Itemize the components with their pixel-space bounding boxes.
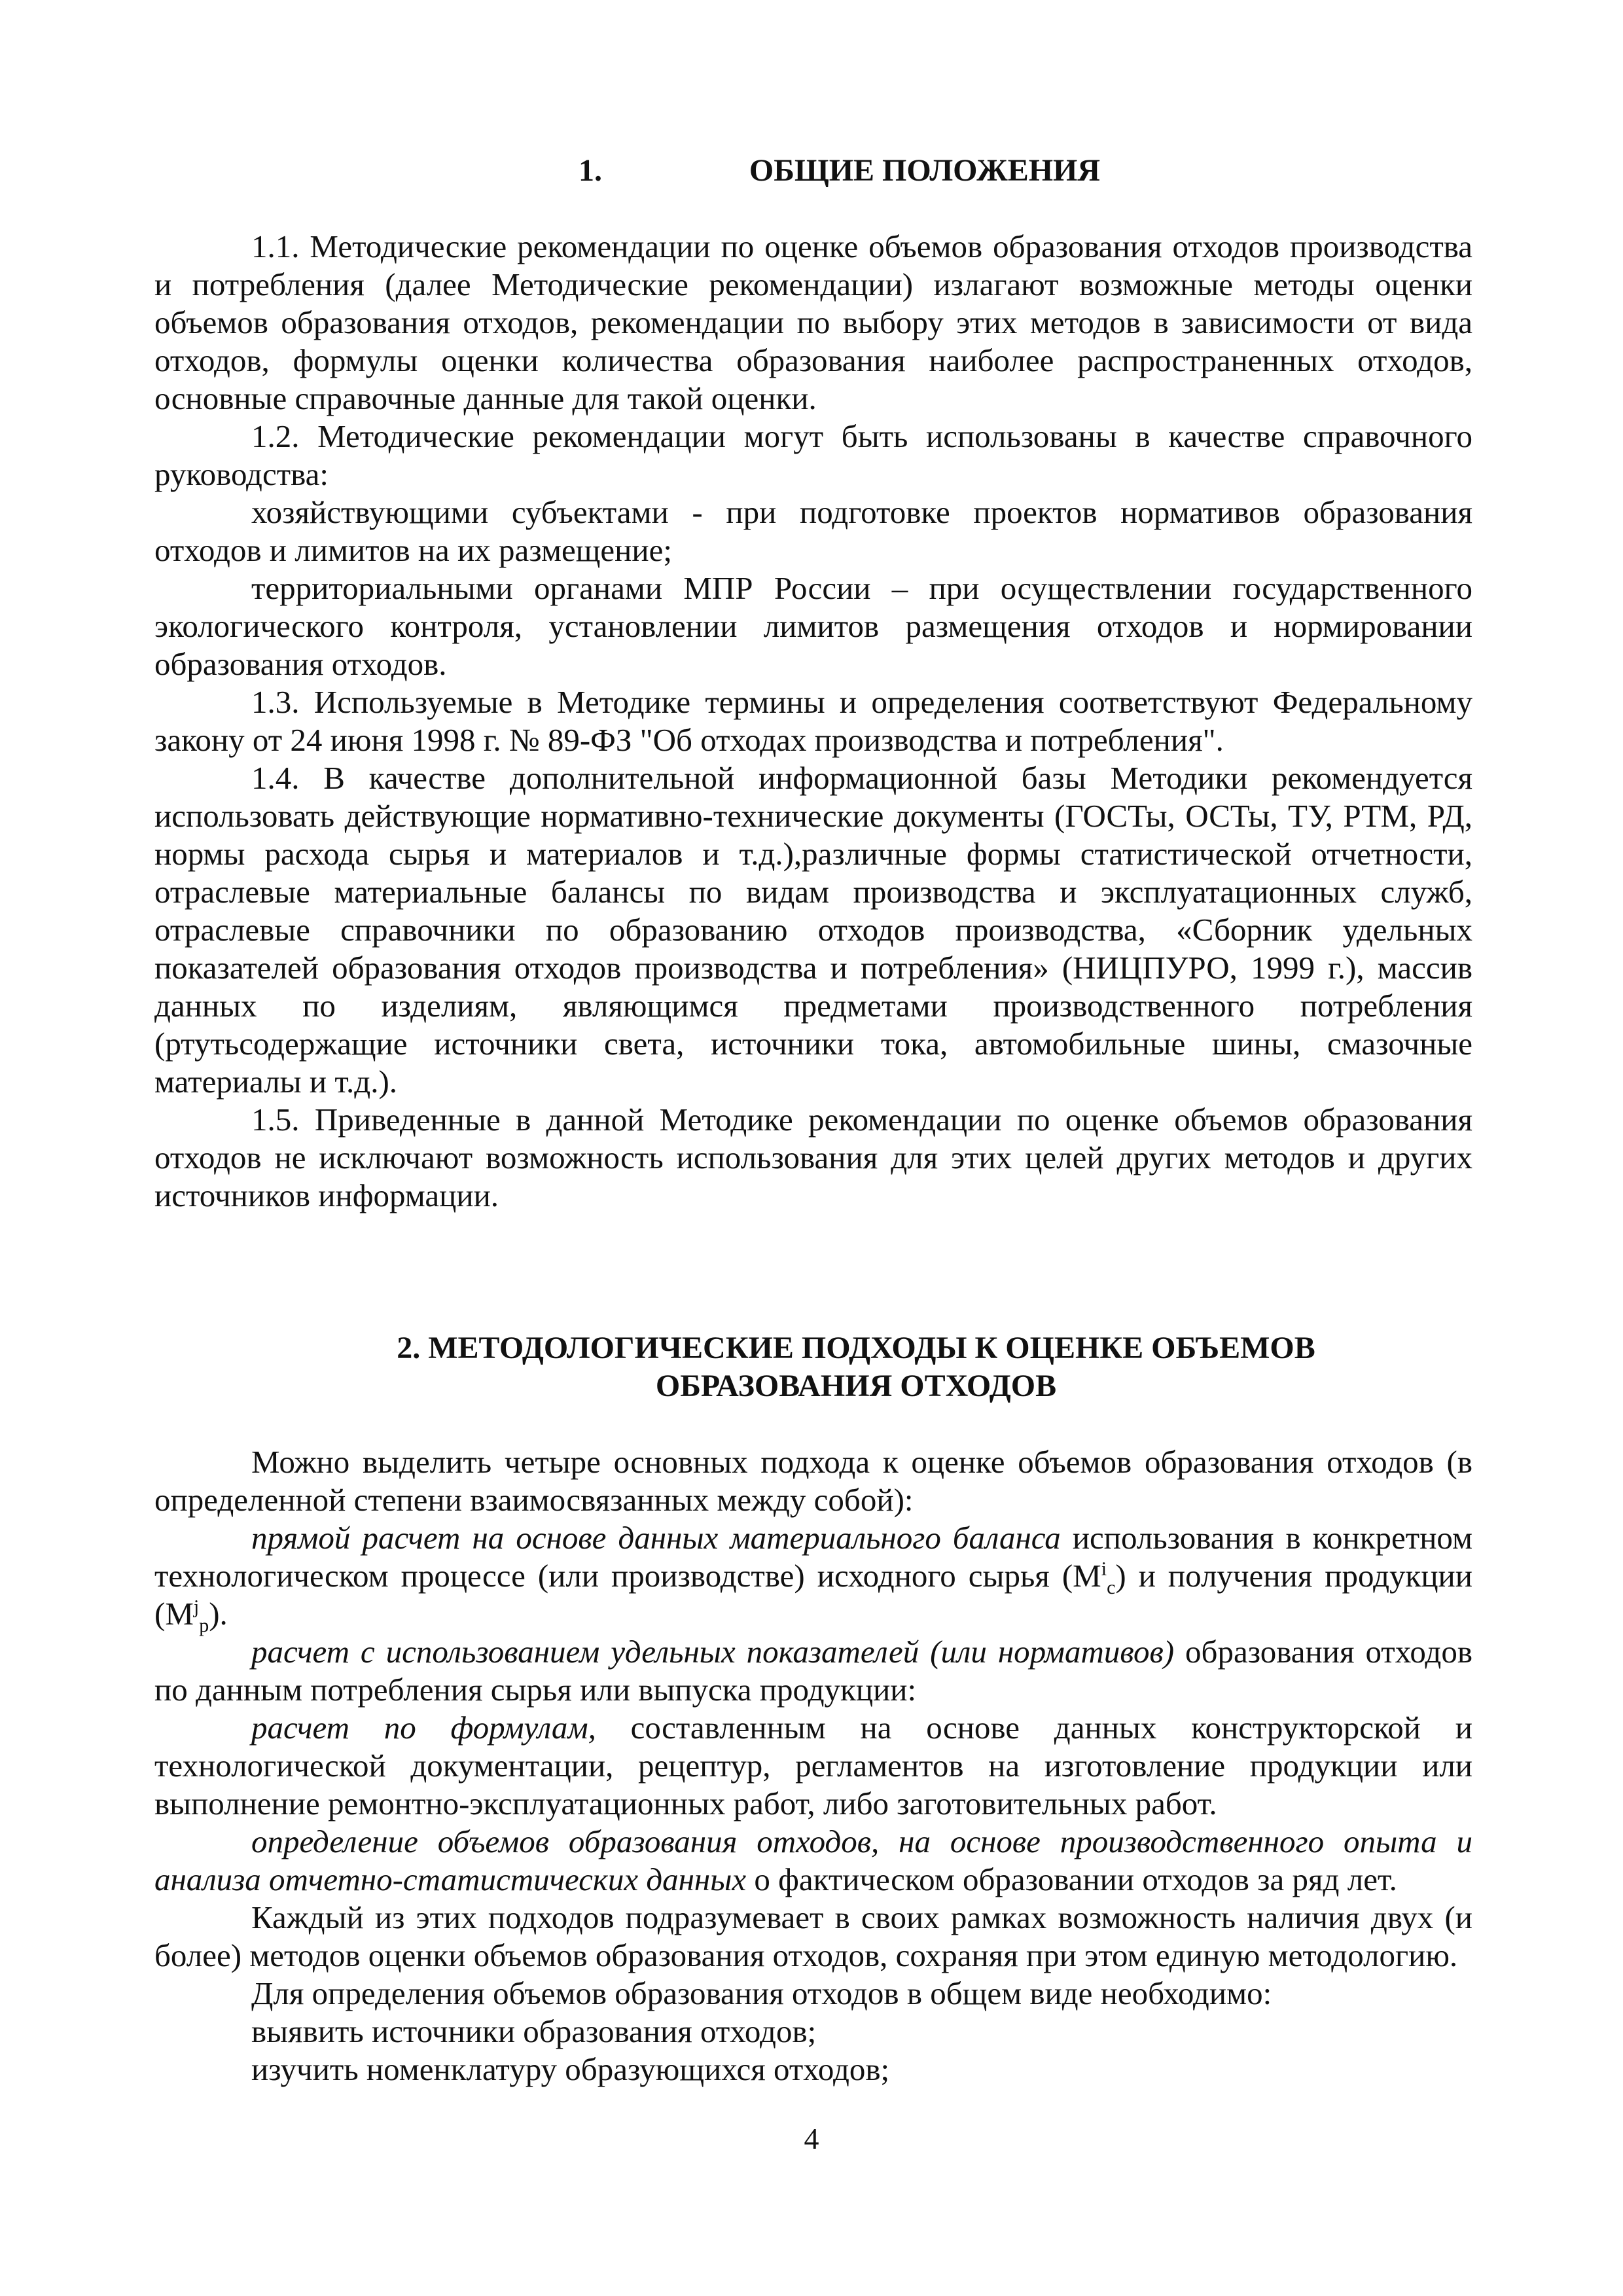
paragraph-1-2-item-2: территориальными органами МПР России – при осуществлении государственного экологического контроля, установлении лимитов размещения отходов и нормировании образования отходов.	[154, 570, 1472, 682]
paragraph-1-1: 1.1. Методические рекомендации по оценке объемов образования отходов производства и потребления (далее Методические рекомендации) излагают возможные методы оценки объемов образования отходов, рекомендации по выбору этих методов в зависимости от вида отходов, формулы оценки количества образования наиболее распространенных отходов, основные справочные данные для такой оценки.	[154, 228, 1472, 416]
approach-1-text-a: использования в конкретном технологическом процессе (или производстве) исходного сырья (М	[154, 1520, 1472, 1594]
approach-1-sup-1: i	[1101, 1558, 1107, 1580]
paragraph-1-5: 1.5. Приведенные в данной Методике рекомендации по оценке объемов образования отходов не исключают возможность использования для этих целей других методов и других источников информации.	[154, 1102, 1472, 1213]
approach-2-italic: расчет с использованием удельных показателей (или нормативов)	[251, 1634, 1175, 1670]
approach-2-text: образования отходов по данным потребления сырья или выпуска продукции:	[154, 1634, 1472, 1708]
approach-4-italic: определение объемов образования отходов, на основе производственного опыта и анализа отчетно-статистических данных	[154, 1823, 1472, 1897]
section-1-number: 1.	[579, 153, 602, 188]
approach-1-sup-2: j	[193, 1596, 200, 1618]
section-2-intro: Можно выделить четыре основных подхода к оценке объемов образования отходов (в определенной степени взаимосвязанных между собой):	[154, 1444, 1472, 1518]
paragraph-1-2: 1.2. Методические рекомендации могут быть использованы в качестве справочного руководства:	[154, 418, 1472, 492]
approach-4-text: о фактическом образовании отходов за ряд лет.	[746, 1861, 1397, 1897]
paragraph-each-approach: Каждый из этих подходов подразумевает в своих рамках возможность наличия двух (и более) методов оценки объемов образования отходов, сохраняя при этом единую методологию.	[154, 1899, 1472, 1973]
approach-3-italic: расчет по формулам,	[251, 1710, 596, 1746]
section-2-heading	[154, 1329, 1472, 1405]
approach-2	[154, 1633, 1472, 1709]
section-1-heading	[154, 152, 1472, 190]
page-number: 4	[804, 2122, 819, 2155]
need-item-2: изучить номенклатуру образующихся отходов;	[251, 2051, 890, 2087]
paragraph-1-2-item-1: хозяйствующими субъектами - при подготовке проектов нормативов образования отходов и лимитов на их размещение;	[154, 494, 1472, 568]
section-2-title-line-2: ОБРАЗОВАНИЯ ОТХОДОВ	[655, 1369, 1057, 1403]
paragraph-1-4: 1.4. В качестве дополнительной информационной базы Методики рекомендуется использовать действующие нормативно-технические документы (ГОСТы, ОСТы, ТУ, РТМ, РД, нормы расхода сырья и материалов и т.д.),различные формы статистической отчетности, отраслевые материальные балансы по видам производства и эксплуатационных служб, отраслевые справочники по образованию отходов производства, «Сборник удельных показателей образования отходов производства и потребления» (НИЦПУРО, 1999 г.), массив данных по изделиям, являющимся предметами производственного потребления (ртутьсодержащие источники света, источники тока, автомобильные шины, смазочные материалы и т.д.).	[154, 760, 1472, 1100]
approach-1-sub-1: с	[1107, 1576, 1116, 1598]
approach-4	[154, 1823, 1472, 1899]
approach-3-text: составленным на основе данных конструкторской и технологической документации, рецептур, регламентов на изготовление продукции или выполнение ремонтно-эксплуатационных работ, либо заготовительных работ.	[154, 1710, 1472, 1821]
approach-1-text-b: ) и получения продукции (М	[154, 1558, 1472, 1632]
approach-3	[154, 1709, 1472, 1823]
approach-1-text-c: ).	[209, 1596, 228, 1632]
approach-1-sub-2: р	[199, 1614, 209, 1636]
approach-1	[154, 1519, 1472, 1636]
section-1-title: ОБЩИЕ ПОЛОЖЕНИЯ	[749, 153, 1101, 188]
section-2-title-line-1: 2. МЕТОДОЛОГИЧЕСКИЕ ПОДХОДЫ К ОЦЕНКЕ ОБЪЕМОВ	[397, 1331, 1315, 1365]
page-content	[154, 152, 1472, 2089]
approach-1-italic: прямой расчет на основе данных материального баланса	[251, 1520, 1061, 1556]
need-item-1: выявить источники образования отходов;	[251, 2013, 817, 2049]
paragraph-need: Для определения объемов образования отходов в общем виде необходимо:	[251, 1975, 1272, 2011]
paragraph-1-3: 1.3. Используемые в Методике термины и определения соответствуют Федеральному закону от 24 июня 1998 г. № 89-ФЗ "Об отходах производства и потребления".	[154, 684, 1472, 758]
